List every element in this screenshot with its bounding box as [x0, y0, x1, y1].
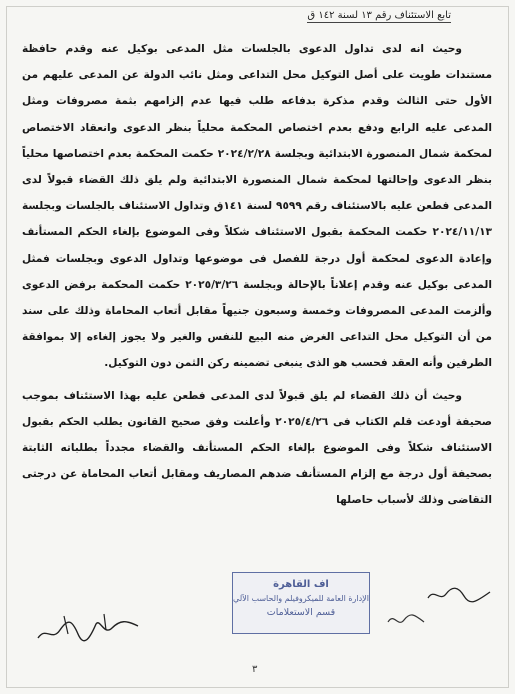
stamp-line-1: اف القاهرة: [273, 579, 329, 590]
handwritten-signature-left: [34, 608, 144, 648]
paragraph-1: وحيث انه لدى تداول الدعوى بالجلسات مثل المدعى بوكيل عنه وقدم حافظة مستندات طويت على أصل التوكيل محل التداعى ومثل نائب الدولة عن المدعى عليهم من الأول حتى الثالث وقدم مذكرة بدفاعه طلب فيها عدم إلزامهم بثمة مصروفات ومثل المدعى عليه الرابع ودفع بعدم اختصاص المحكمة محلياً بنظر الدعوى وانعقاد الاختصاص لمحكمة شمال المنصورة الابتدائية وبجلسة ٢٠٢٤/٢/٢٨ حكمت المحكمة بعدم اختصاصها محلياً بنظر الدعوى وإحالتها لمحكمة شمال المنصورة الابتدائية ولم يلق ذلك القضاء قبولاً لدى المدعى فطعن عليه بالاستئناف رقم ٩٥٩٩ لسنة ١٤١ق وتداول الاستئناف بالجلسات وبجلسة ٢٠٢٤/١١/١٣ حكمت المحكمة بقبول الاستئناف شكلاً وفى الموضوع بإلغاء الحكم المستأنف وإعادة الدعوى لمحكمة أول درجة للفصل فى موضوعها وتداول الدعوى وبجلسات فمثل المدعى بوكيل عنه وقدم إعلاناً بالإحالة وبجلسة ٢٠٢٥/٣/٢٦ حكمت المحكمة برفض الدعوى وألزمت المدعى المصروفات وخمسة وسبعون جنيهاً مقابل أتعاب المحاماة وذلك على سند من أن التوكيل محل التداعى الغرض منه البيع للنفس والغير ولا يجوز إلغاءه إلا بموافقة الطرفين وأنه العقد فحسب هو الذى ينبغى تضمينه ركن الثمن دون التوكيل.: [22, 43, 493, 370]
stamp-line-3: قسم الاستعلامات: [266, 607, 336, 618]
official-stamp: [232, 572, 370, 634]
handwritten-signature-right: [424, 580, 494, 608]
page-header: تابع الاستئناف رقم ١٣ لسنة ١٤٢ ق: [307, 10, 451, 21]
document-body: [22, 36, 492, 514]
stamp-line-2: الإدارة العامة للميكروفيلم والحاسب الآلي: [233, 594, 369, 603]
paragraph-2: وحيث أن ذلك القضاء لم يلق قبولاً لدى المدعى فطعن عليه بهذا الاستئناف بموجب صحيفة أودعت قلم الكتاب فى ٢٠٢٥/٤/٢٦ وأعلنت وفق صحيح القانون يطلب الحكم بقبول الاستئناف شكلاً وفى الموضوع بإلغاء الحكم المستأنف والقضاء مجدداً بطلباته الثابتة بصحيفة أول درجة مع إلزام المستأنف ضدهم المصاريف ومقابل أتعاب المحاماة عن درجتى التقاضى وذلك لأسباب حاصلها: [22, 389, 492, 507]
handwritten-initials: [384, 608, 428, 632]
page-number: ٣: [252, 664, 258, 675]
